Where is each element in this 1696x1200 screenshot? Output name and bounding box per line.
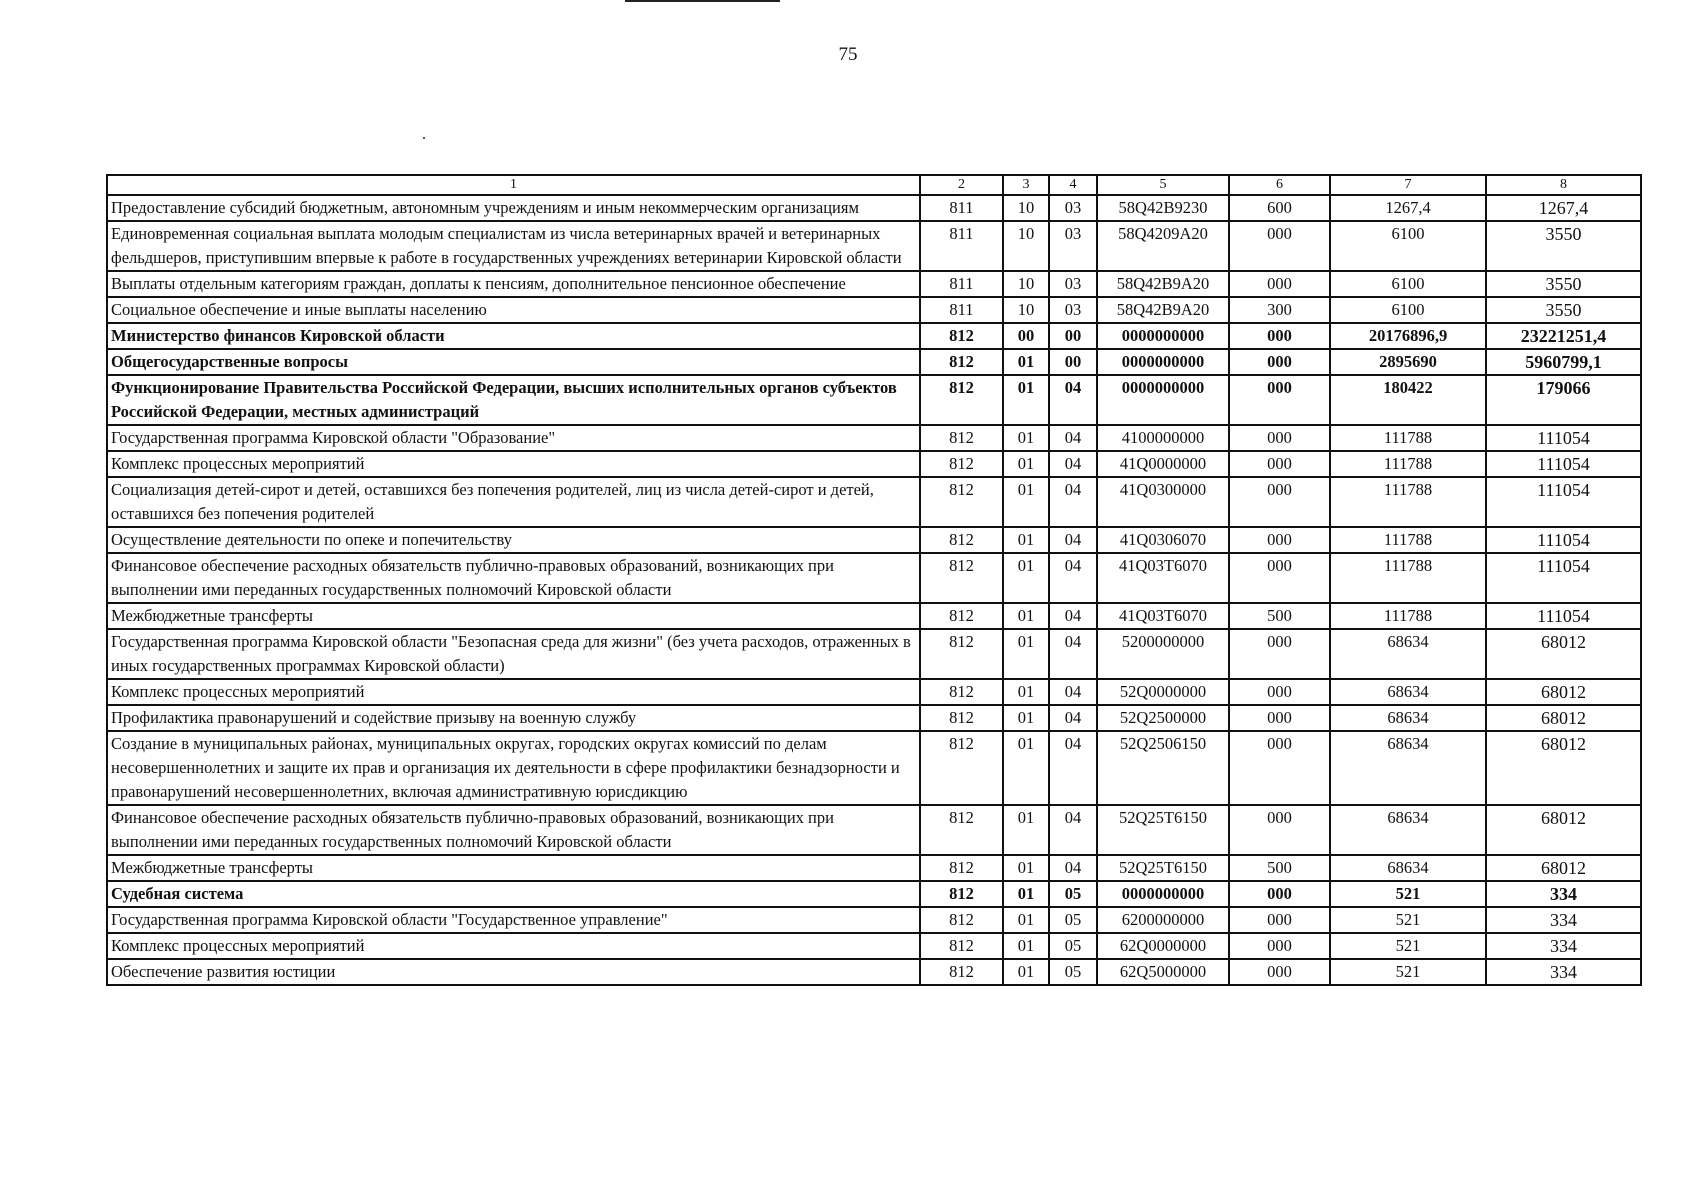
row-name: Межбюджетные трансферты	[107, 603, 920, 629]
row-name: Единовременная социальная выплата молодым специалистам из числа ветеринарных врачей и ветеринарных фельдшеров, приступившим впервые к работе в государственных учреждениях ветеринарии Кировской области	[107, 221, 920, 271]
code-ministry: 812	[920, 933, 1003, 959]
table-row	[107, 349, 1641, 375]
table-row	[107, 731, 1641, 805]
code-expense-type: 000	[1229, 959, 1330, 985]
amount-col-7: 68634	[1330, 679, 1486, 705]
code-section: 01	[1003, 933, 1049, 959]
amount-col-8: 111054	[1486, 553, 1641, 603]
code-ministry: 811	[920, 221, 1003, 271]
table-row	[107, 933, 1641, 959]
column-header: 5	[1097, 175, 1229, 195]
row-name: Функционирование Правительства Российской Федерации, высших исполнительных органов субъектов Российской Федерации, местных администраций	[107, 375, 920, 425]
code-expense-type: 000	[1229, 679, 1330, 705]
row-name: Комплекс процессных мероприятий	[107, 679, 920, 705]
amount-col-7: 521	[1330, 907, 1486, 933]
code-subsection: 05	[1049, 881, 1097, 907]
column-header: 8	[1486, 175, 1641, 195]
code-section: 01	[1003, 705, 1049, 731]
row-name: Общегосударственные вопросы	[107, 349, 920, 375]
code-expense-type: 000	[1229, 375, 1330, 425]
table-row	[107, 805, 1641, 855]
code-section: 10	[1003, 195, 1049, 221]
row-name: Обеспечение развития юстиции	[107, 959, 920, 985]
code-target-article: 58Q4209A20	[1097, 221, 1229, 271]
code-target-article: 52Q2500000	[1097, 705, 1229, 731]
code-ministry: 812	[920, 527, 1003, 553]
code-subsection: 04	[1049, 855, 1097, 881]
table-row	[107, 629, 1641, 679]
code-subsection: 04	[1049, 629, 1097, 679]
row-name: Профилактика правонарушений и содействие призыву на военную службу	[107, 705, 920, 731]
code-subsection: 04	[1049, 679, 1097, 705]
code-subsection: 04	[1049, 527, 1097, 553]
amount-col-7: 111788	[1330, 603, 1486, 629]
code-section: 01	[1003, 349, 1049, 375]
code-section: 10	[1003, 297, 1049, 323]
table-row	[107, 297, 1641, 323]
row-name: Комплекс процессных мероприятий	[107, 933, 920, 959]
amount-col-8: 111054	[1486, 425, 1641, 451]
code-subsection: 04	[1049, 477, 1097, 527]
code-section: 01	[1003, 881, 1049, 907]
table-header-row	[107, 175, 1641, 195]
column-header: 6	[1229, 175, 1330, 195]
amount-col-7: 68634	[1330, 629, 1486, 679]
amount-col-7: 521	[1330, 881, 1486, 907]
code-section: 01	[1003, 477, 1049, 527]
code-subsection: 04	[1049, 731, 1097, 805]
amount-col-7: 521	[1330, 959, 1486, 985]
code-expense-type: 000	[1229, 271, 1330, 297]
table-row	[107, 907, 1641, 933]
table-row	[107, 881, 1641, 907]
code-ministry: 812	[920, 425, 1003, 451]
amount-col-8: 68012	[1486, 855, 1641, 881]
amount-col-8: 23221251,4	[1486, 323, 1641, 349]
row-name: Государственная программа Кировской области "Государственное управление"	[107, 907, 920, 933]
amount-col-7: 111788	[1330, 477, 1486, 527]
code-target-article: 41Q03T6070	[1097, 603, 1229, 629]
code-target-article: 4100000000	[1097, 425, 1229, 451]
row-name: Министерство финансов Кировской области	[107, 323, 920, 349]
code-expense-type: 500	[1229, 855, 1330, 881]
budget-table	[106, 174, 1642, 986]
code-expense-type: 000	[1229, 425, 1330, 451]
code-target-article: 41Q0306070	[1097, 527, 1229, 553]
column-header: 1	[107, 175, 920, 195]
code-subsection: 04	[1049, 425, 1097, 451]
code-expense-type: 000	[1229, 881, 1330, 907]
amount-col-8: 334	[1486, 933, 1641, 959]
code-expense-type: 000	[1229, 477, 1330, 527]
amount-col-7: 111788	[1330, 425, 1486, 451]
code-ministry: 812	[920, 855, 1003, 881]
row-name: Предоставление субсидий бюджетным, автономным учреждениям и иным некоммерческим организациям	[107, 195, 920, 221]
amount-col-8: 68012	[1486, 705, 1641, 731]
code-section: 01	[1003, 959, 1049, 985]
code-section: 10	[1003, 271, 1049, 297]
amount-col-7: 68634	[1330, 731, 1486, 805]
amount-col-8: 5960799,1	[1486, 349, 1641, 375]
amount-col-7: 68634	[1330, 855, 1486, 881]
amount-col-7: 6100	[1330, 297, 1486, 323]
table-row	[107, 705, 1641, 731]
amount-col-8: 111054	[1486, 451, 1641, 477]
amount-col-7: 6100	[1330, 221, 1486, 271]
code-section: 00	[1003, 323, 1049, 349]
code-expense-type: 000	[1229, 451, 1330, 477]
code-subsection: 03	[1049, 297, 1097, 323]
code-subsection: 04	[1049, 603, 1097, 629]
code-ministry: 812	[920, 805, 1003, 855]
row-name: Комплекс процессных мероприятий	[107, 451, 920, 477]
code-target-article: 52Q0000000	[1097, 679, 1229, 705]
amount-col-8: 68012	[1486, 805, 1641, 855]
code-ministry: 812	[920, 323, 1003, 349]
amount-col-7: 6100	[1330, 271, 1486, 297]
code-expense-type: 000	[1229, 933, 1330, 959]
code-expense-type: 000	[1229, 553, 1330, 603]
amount-col-8: 68012	[1486, 731, 1641, 805]
code-expense-type: 000	[1229, 629, 1330, 679]
column-header: 3	[1003, 175, 1049, 195]
table-row	[107, 451, 1641, 477]
code-section: 01	[1003, 855, 1049, 881]
row-name: Судебная система	[107, 881, 920, 907]
code-ministry: 811	[920, 297, 1003, 323]
page-number: 75	[838, 44, 858, 65]
code-section: 01	[1003, 553, 1049, 603]
row-name: Финансовое обеспечение расходных обязательств публично-правовых образований, возникающих при выполнении ими переданных государственных полномочий Кировской области	[107, 553, 920, 603]
amount-col-7: 521	[1330, 933, 1486, 959]
row-name: Создание в муниципальных районах, муниципальных округах, городских округах комиссий по делам несовершеннолетних и защите их прав и организация их деятельности в сфере профилактики безнадзорности и правонарушений несовершеннолетних, включая административную юрисдикцию	[107, 731, 920, 805]
amount-col-8: 334	[1486, 907, 1641, 933]
amount-col-8: 111054	[1486, 527, 1641, 553]
code-section: 01	[1003, 603, 1049, 629]
column-header: 7	[1330, 175, 1486, 195]
amount-col-8: 334	[1486, 881, 1641, 907]
amount-col-7: 1267,4	[1330, 195, 1486, 221]
amount-col-7: 180422	[1330, 375, 1486, 425]
code-ministry: 812	[920, 553, 1003, 603]
code-expense-type: 000	[1229, 349, 1330, 375]
code-ministry: 812	[920, 731, 1003, 805]
code-ministry: 812	[920, 705, 1003, 731]
row-name: Выплаты отдельным категориям граждан, доплаты к пенсиям, дополнительное пенсионное обеспечение	[107, 271, 920, 297]
amount-col-8: 68012	[1486, 679, 1641, 705]
code-target-article: 52Q25T6150	[1097, 855, 1229, 881]
code-ministry: 812	[920, 679, 1003, 705]
column-header: 4	[1049, 175, 1097, 195]
code-ministry: 812	[920, 907, 1003, 933]
amount-col-8: 3550	[1486, 297, 1641, 323]
code-ministry: 811	[920, 271, 1003, 297]
amount-col-8: 111054	[1486, 477, 1641, 527]
code-target-article: 58Q42B9A20	[1097, 271, 1229, 297]
code-subsection: 04	[1049, 451, 1097, 477]
code-expense-type: 000	[1229, 805, 1330, 855]
code-target-article: 58Q42B9230	[1097, 195, 1229, 221]
code-section: 10	[1003, 221, 1049, 271]
code-subsection: 03	[1049, 195, 1097, 221]
table-row	[107, 375, 1641, 425]
code-target-article: 62Q5000000	[1097, 959, 1229, 985]
row-name: Государственная программа Кировской области "Безопасная среда для жизни" (без учета расходов, отраженных в иных государственных программах Кировской области)	[107, 629, 920, 679]
code-section: 01	[1003, 629, 1049, 679]
code-subsection: 05	[1049, 907, 1097, 933]
code-subsection: 00	[1049, 323, 1097, 349]
code-target-article: 0000000000	[1097, 349, 1229, 375]
amount-col-8: 179066	[1486, 375, 1641, 425]
code-target-article: 52Q25T6150	[1097, 805, 1229, 855]
table-row	[107, 679, 1641, 705]
code-section: 01	[1003, 425, 1049, 451]
code-subsection: 04	[1049, 705, 1097, 731]
code-expense-type: 000	[1229, 705, 1330, 731]
code-expense-type: 600	[1229, 195, 1330, 221]
code-target-article: 52Q2506150	[1097, 731, 1229, 805]
amount-col-8: 3550	[1486, 271, 1641, 297]
code-target-article: 62Q0000000	[1097, 933, 1229, 959]
table-row	[107, 553, 1641, 603]
code-ministry: 812	[920, 603, 1003, 629]
code-target-article: 41Q0300000	[1097, 477, 1229, 527]
table-row	[107, 271, 1641, 297]
code-expense-type: 000	[1229, 221, 1330, 271]
scan-dot	[423, 137, 425, 139]
amount-col-8: 68012	[1486, 629, 1641, 679]
top-rule	[625, 0, 780, 2]
code-subsection: 05	[1049, 933, 1097, 959]
amount-col-7: 111788	[1330, 553, 1486, 603]
table-row	[107, 603, 1641, 629]
code-section: 01	[1003, 451, 1049, 477]
code-ministry: 812	[920, 881, 1003, 907]
table-row	[107, 425, 1641, 451]
code-subsection: 04	[1049, 805, 1097, 855]
code-expense-type: 000	[1229, 731, 1330, 805]
code-section: 01	[1003, 679, 1049, 705]
amount-col-7: 68634	[1330, 705, 1486, 731]
table-row	[107, 323, 1641, 349]
code-section: 01	[1003, 907, 1049, 933]
code-subsection: 04	[1049, 553, 1097, 603]
amount-col-7: 111788	[1330, 527, 1486, 553]
amount-col-7: 111788	[1330, 451, 1486, 477]
code-ministry: 812	[920, 375, 1003, 425]
code-subsection: 00	[1049, 349, 1097, 375]
table-row	[107, 855, 1641, 881]
table-row	[107, 221, 1641, 271]
amount-col-7: 2895690	[1330, 349, 1486, 375]
code-target-article: 58Q42B9A20	[1097, 297, 1229, 323]
code-expense-type: 000	[1229, 527, 1330, 553]
amount-col-8: 334	[1486, 959, 1641, 985]
code-subsection: 04	[1049, 375, 1097, 425]
code-section: 01	[1003, 731, 1049, 805]
table-row	[107, 527, 1641, 553]
table-body	[107, 195, 1641, 985]
code-target-article: 0000000000	[1097, 375, 1229, 425]
amount-col-8: 3550	[1486, 221, 1641, 271]
code-section: 01	[1003, 375, 1049, 425]
code-ministry: 812	[920, 629, 1003, 679]
table-row	[107, 195, 1641, 221]
table-row	[107, 959, 1641, 985]
code-expense-type: 000	[1229, 323, 1330, 349]
code-expense-type: 300	[1229, 297, 1330, 323]
code-expense-type: 500	[1229, 603, 1330, 629]
code-expense-type: 000	[1229, 907, 1330, 933]
code-ministry: 812	[920, 349, 1003, 375]
amount-col-7: 68634	[1330, 805, 1486, 855]
code-subsection: 05	[1049, 959, 1097, 985]
code-section: 01	[1003, 527, 1049, 553]
amount-col-7: 20176896,9	[1330, 323, 1486, 349]
row-name: Социальное обеспечение и иные выплаты населению	[107, 297, 920, 323]
row-name: Финансовое обеспечение расходных обязательств публично-правовых образований, возникающих при выполнении ими переданных государственных полномочий Кировской области	[107, 805, 920, 855]
code-target-article: 5200000000	[1097, 629, 1229, 679]
code-target-article: 41Q0000000	[1097, 451, 1229, 477]
table-row	[107, 477, 1641, 527]
row-name: Осуществление деятельности по опеке и попечительству	[107, 527, 920, 553]
code-target-article: 41Q03T6070	[1097, 553, 1229, 603]
row-name: Межбюджетные трансферты	[107, 855, 920, 881]
code-ministry: 812	[920, 451, 1003, 477]
code-ministry: 812	[920, 477, 1003, 527]
amount-col-8: 111054	[1486, 603, 1641, 629]
code-target-article: 0000000000	[1097, 323, 1229, 349]
code-target-article: 0000000000	[1097, 881, 1229, 907]
column-header: 2	[920, 175, 1003, 195]
code-target-article: 6200000000	[1097, 907, 1229, 933]
code-ministry: 811	[920, 195, 1003, 221]
row-name: Государственная программа Кировской области "Образование"	[107, 425, 920, 451]
code-ministry: 812	[920, 959, 1003, 985]
code-subsection: 03	[1049, 221, 1097, 271]
code-section: 01	[1003, 805, 1049, 855]
row-name: Социализация детей-сирот и детей, оставшихся без попечения родителей, лиц из числа детей-сирот и детей, оставшихся без попечения родителей	[107, 477, 920, 527]
amount-col-8: 1267,4	[1486, 195, 1641, 221]
code-subsection: 03	[1049, 271, 1097, 297]
